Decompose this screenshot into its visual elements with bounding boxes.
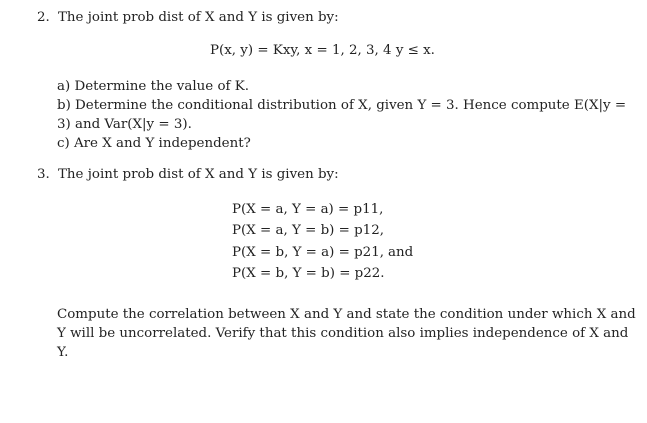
q2-number: 2. [37,10,50,25]
q2-part-a: a) Determine the value of K. [57,79,249,94]
q3-and-word: and [388,245,414,260]
q3-closing-line2: Y will be uncorrelated. Verify that this condition also implies independence of X and [57,326,629,341]
q2-intro: The joint prob dist of X and Y is given by: [58,10,339,25]
q3-equation-3: P(X = b, Y = a) = p21, [232,245,384,260]
q3-equation-4: P(X = b, Y = b) = p22. [232,266,385,281]
q3-intro: The joint prob dist of X and Y is given by: [58,167,339,182]
q2-equation: P(x, y) = Kxy, x = 1, 2, 3, 4 y ≤ x. [210,43,435,58]
q3-equation-2: P(X = a, Y = b) = p12, [232,223,384,238]
q2-part-b-line2: 3) and Var(X|y = 3). [57,117,192,132]
q2-part-b-line1: b) Determine the conditional distribution of X, given Y = 3. Hence compute E(X|y = [57,98,627,113]
q3-equation-1: P(X = a, Y = a) = p11, [232,202,384,217]
q3-number: 3. [37,167,50,182]
q2-part-c: c) Are X and Y independent? [57,136,251,151]
q3-closing-line3: Y. [57,345,69,360]
q3-closing-line1: Compute the correlation between X and Y and state the condition under which X and [57,307,636,322]
